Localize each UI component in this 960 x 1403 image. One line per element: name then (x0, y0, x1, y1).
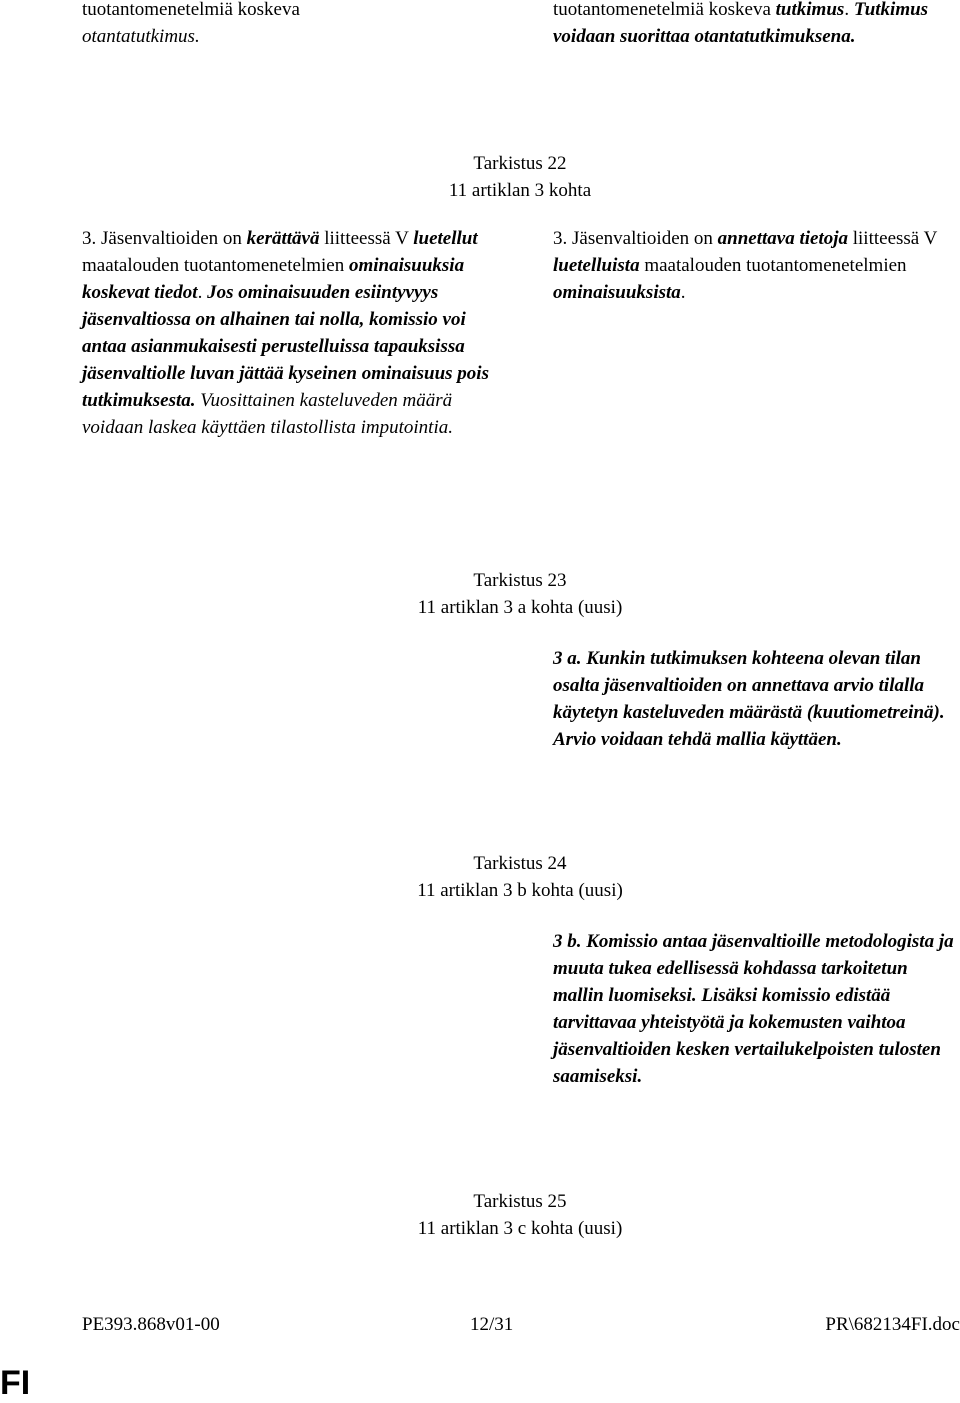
text-run: 3. Jäsenvaltioiden on (82, 228, 247, 249)
footer-page-number: 12/31 (470, 1314, 514, 1335)
amendment-22-commission-text (82, 225, 492, 441)
page-footer (82, 1311, 960, 1338)
text-run-emph: luetellut (413, 228, 478, 249)
text-run-italic: Vuosittainen kasteluveden määrä voidaan laskea käyttäen tilastollista imputointia. (82, 390, 453, 438)
amendment-23-reference: 11 artiklan 3 a kohta (uusi) (417, 597, 623, 618)
text-run-emph: ominaisuuksia koskevat tiedot (82, 255, 465, 303)
right-fragment-period: . (844, 0, 850, 20)
amendment-23-amended-text: 3 a. Kunkin tutkimuksen kohteena olevan tilan osalta jäsenvaltioiden on annettava arvio tilalla käytetyn kasteluveden määrästä (kuutiometreinä). Arvio voidaan tehdä mallia käyttäen. (553, 648, 945, 750)
amendment-22-reference: 11 artiklan 3 kohta (448, 180, 592, 201)
previous-right-fragment (553, 0, 960, 50)
right-fragment-text: tuotantomenetelmiä koskeva (553, 0, 776, 20)
left-fragment-text: tuotantomenetelmiä koskeva (82, 0, 300, 20)
amendment-24-amended-text: 3 b. Komissio antaa jäsenvaltioille metodologista ja muuta tukea edellisessä kohdassa tarkoitetun mallin luomiseksi. Lisäksi komissio edistää tarvittavaa yhteistyötä ja kokemusten vaihtoa jäsenvaltioiden kesken vertailukelpoisten tulosten saamiseksi. (553, 931, 954, 1087)
text-run-emph: annettava tietoja (717, 228, 848, 249)
previous-left-fragment (82, 0, 492, 50)
text-run: . (680, 282, 686, 303)
amendment-24-title: Tarkistus 24 (473, 853, 567, 874)
amendment-24-reference: 11 artiklan 3 b kohta (uusi) (417, 880, 623, 901)
amendment-22-title: Tarkistus 22 (473, 153, 567, 174)
text-run-emph: Jos ominaisuuden esiintyvyys jäsenvaltiossa on alhainen tai nolla, komissio voi antaa asianmukaisesti perustelluissa tapauksissa jäsenvaltiolle luvan jättää kyseinen ominaisuus pois tutkimuksesta. (82, 282, 489, 411)
footer-file-name: PR\682134FI.doc (825, 1314, 960, 1335)
text-run: liitteessä V (319, 228, 414, 249)
amendment-23-heading (0, 567, 960, 621)
amendment-24-heading (0, 850, 960, 904)
right-fragment-emph: tutkimus (775, 0, 845, 20)
text-run-emph: ominaisuuksista (553, 282, 681, 303)
left-fragment-italic: otantatutkimus. (82, 26, 200, 47)
footer-doc-reference: PE393.868v01-00 (82, 1314, 220, 1335)
amendment-22-heading (0, 150, 960, 204)
text-run: maatalouden tuotantomenetelmien (82, 255, 349, 276)
amendment-22-amended-text (553, 225, 960, 306)
amendment-25-reference: 11 artiklan 3 c kohta (uusi) (417, 1218, 623, 1239)
amendment-23-title: Tarkistus 23 (473, 570, 567, 591)
right-fragment-added: Tutkimus voidaan suorittaa otantatutkimuksena. (553, 0, 929, 47)
text-run-emph: luetelluista (553, 255, 640, 276)
text-run: 3. Jäsenvaltioiden on (553, 228, 718, 249)
text-run: . (197, 282, 208, 303)
text-run: liitteessä V (848, 228, 938, 249)
amendment-25-title: Tarkistus 25 (473, 1191, 567, 1212)
text-run: maatalouden tuotantomenetelmien (639, 255, 907, 276)
language-code: FI (0, 1364, 31, 1402)
text-run-emph: kerättävä (246, 228, 320, 249)
amendment-25-heading (0, 1188, 960, 1242)
